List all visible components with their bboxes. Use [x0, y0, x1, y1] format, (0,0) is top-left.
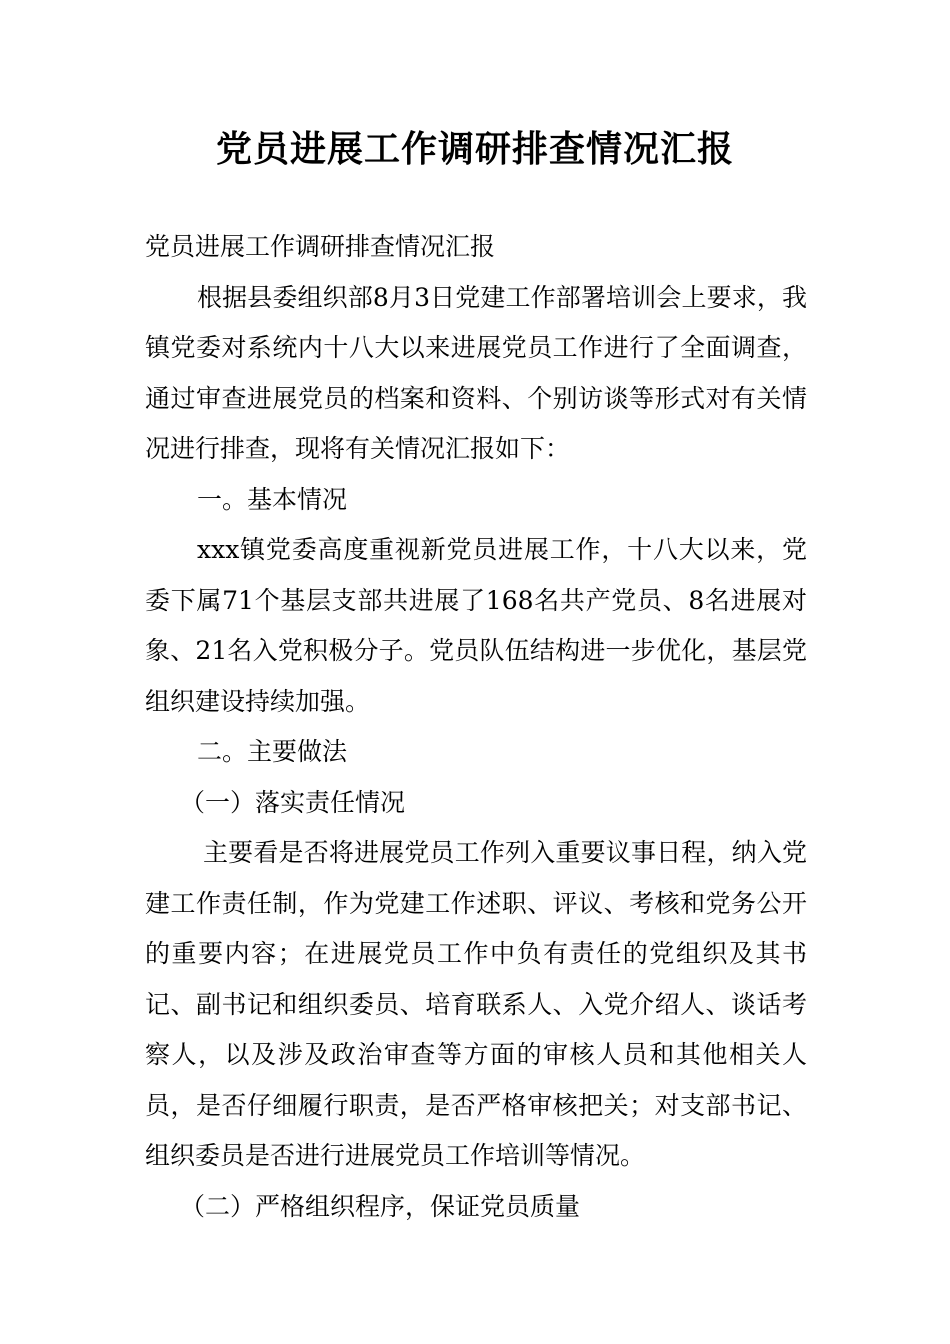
section-heading-basic: 一。基本情况	[197, 484, 348, 514]
subsection-heading-procedure: （二）严格组织程序，保证党员质量	[180, 1191, 581, 1221]
document-body	[145, 222, 807, 1232]
subtitle-paragraph: 党员进展工作调研排查情况汇报	[145, 232, 496, 261]
subsection-heading-responsibility: （一）落实责任情况	[180, 787, 406, 817]
document-title: 党员进展工作调研排查情况汇报	[215, 129, 734, 170]
section-heading-methods: 二。主要做法	[197, 737, 348, 766]
basic-situation-paragraph: xxx镇党委高度重视新党员进展工作，十八大以来，党委下属71个基层支部共进展了168名共产党员、8名进展对象、21名入党积极分子。党员队伍结构进一步优化，基层党组织建设持续加强。	[145, 535, 807, 716]
responsibility-paragraph: 主要看是否将进展党员工作列入重要议事日程，纳入党建工作责任制，作为党建工作述职、评议、考核和党务公开的重要内容；在进展党员工作中负有责任的党组织及其书记、副书记和组织委员、培育联系人、入党介绍人、谈话考察人，以及涉及政治审查等方面的审核人员和其他相关人员，是否仔细履行职责，是否严格审核把关；对支部书记、组织委员是否进行进展党员工作培训等情况。	[145, 838, 807, 1170]
intro-paragraph: 根据县委组织部8月3日党建工作部署培训会上要求，我镇党委对系统内十八大以来进展党员工作进行了全面调查，通过审查进展党员的档案和资料、个别访谈等形式对有关情况进行排查，现将有关情况汇报如下：	[145, 282, 807, 463]
